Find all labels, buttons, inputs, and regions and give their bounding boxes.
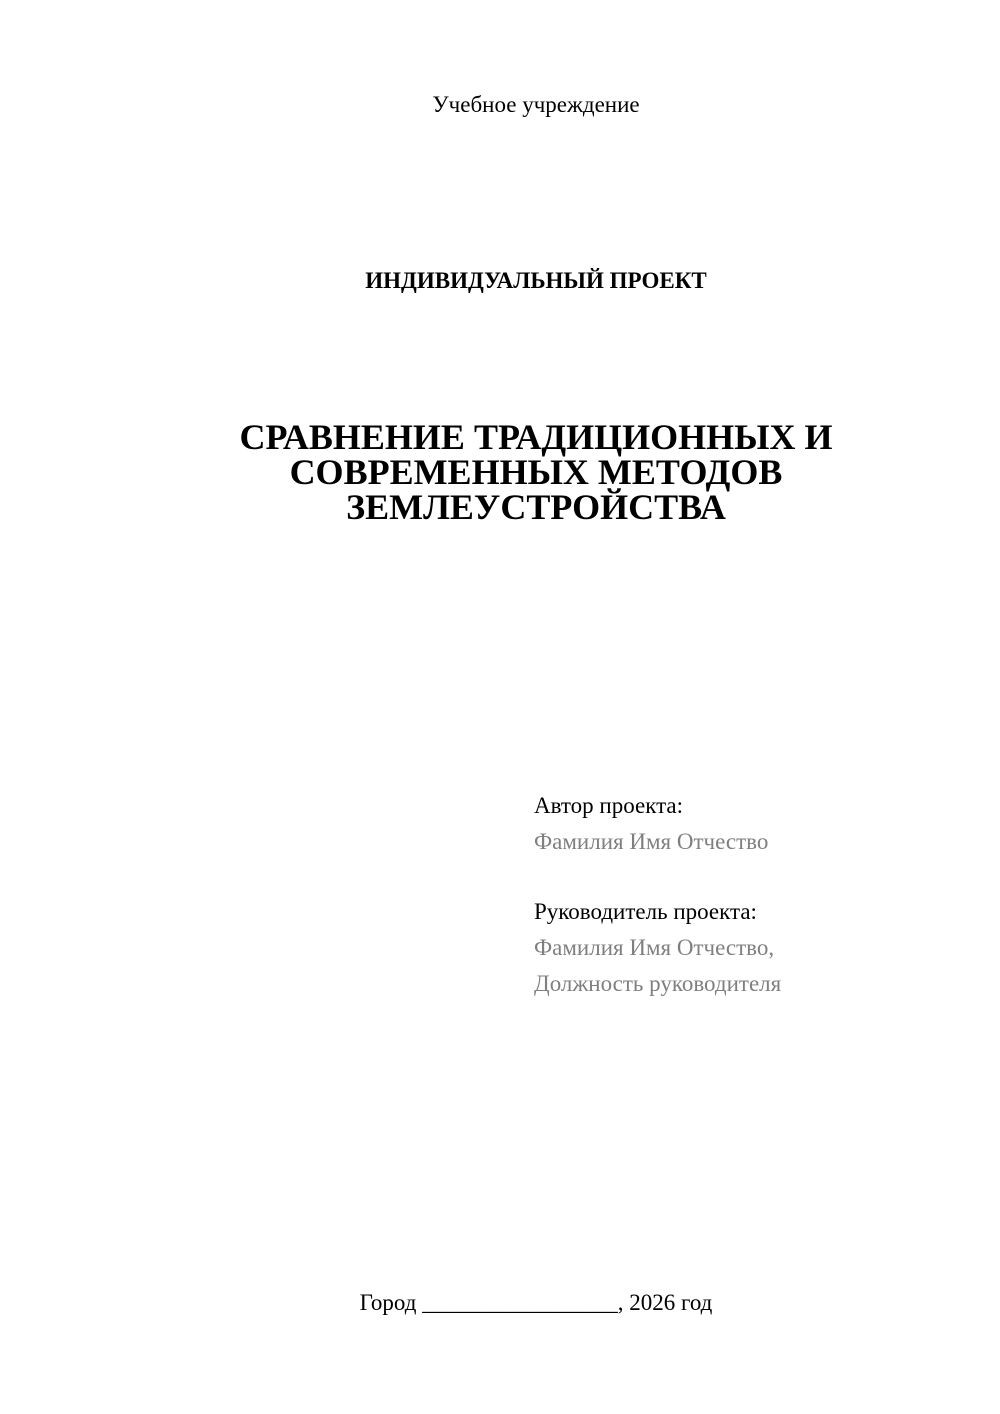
institution-name: Учебное учреждение — [432, 92, 640, 117]
project-title-line-3: ЗЕМЛЕУСТРОЙСТВА — [346, 487, 726, 527]
project-title — [0, 417, 1000, 527]
project-title-line-2: СОВРЕМЕННЫХ МЕТОДОВ — [289, 452, 783, 492]
project-title-line-1: СРАВНЕНИЕ ТРАДИЦИОННЫХ И — [239, 417, 833, 457]
city-year-footer: Город _________________, 2026 год — [359, 1290, 713, 1315]
credits-spacer — [534, 860, 781, 894]
supervisor-position: Должность руководителя — [534, 971, 782, 996]
project-type-heading: ИНДИВИДУАЛЬНЫЙ ПРОЕКТ — [365, 268, 707, 293]
credits-block — [534, 788, 781, 1002]
supervisor-name: Фамилия Имя Отчество, — [534, 935, 775, 960]
supervisor-label: Руководитель проекта: — [534, 899, 757, 924]
author-label: Автор проекта: — [534, 793, 683, 818]
author-name: Фамилия Имя Отчество — [534, 829, 769, 854]
